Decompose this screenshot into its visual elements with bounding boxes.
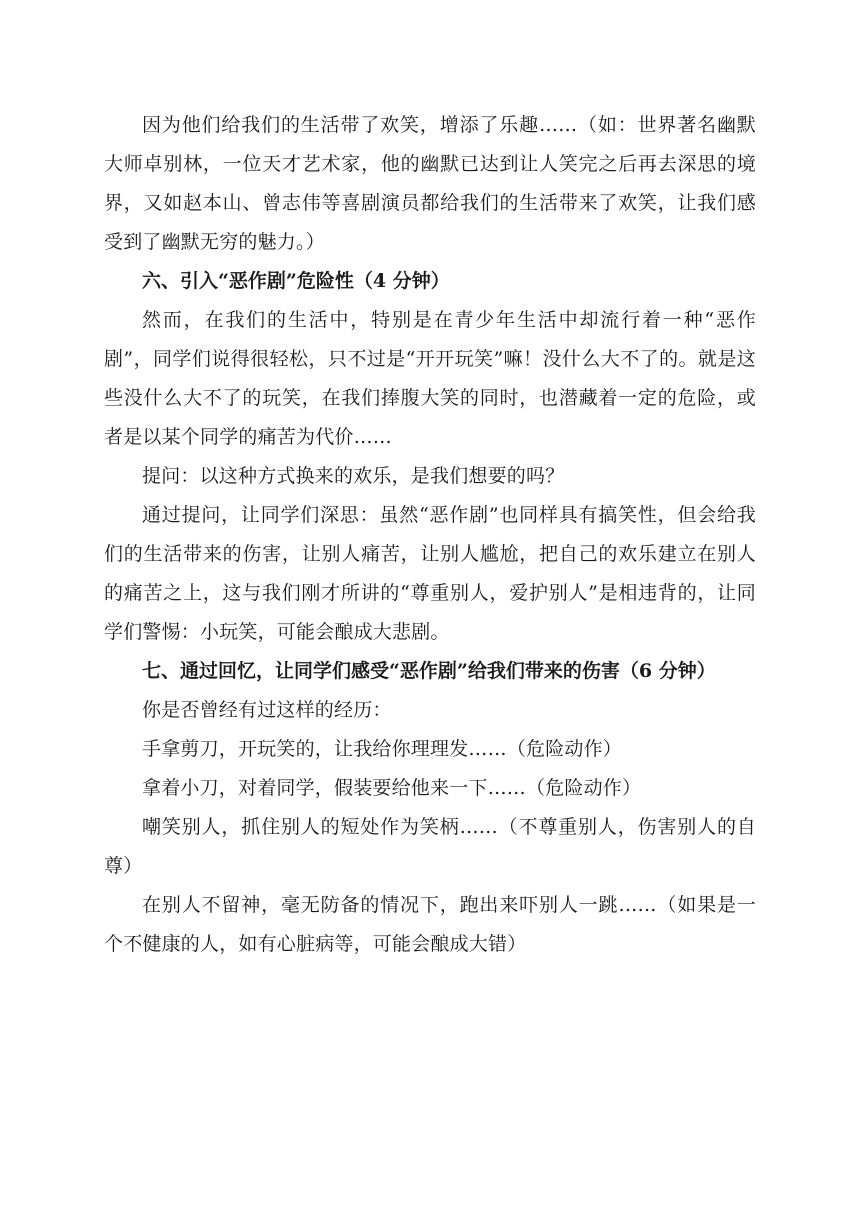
paragraph: 拿着小刀，对着同学，假装要给他来一下……（危险动作） [142,777,642,799]
section-heading: 六、引入“恶作剧”危险性（4 分钟） [142,270,450,292]
document-page [104,106,756,964]
paragraph: 然而，在我们的生活中，特别是在青少年生活中却流行着一种“恶作剧”，同学们说得很轻松，只不过是“开开玩笑”嘛！没什么大不了的。就是这些没什么大不了的玩笑，在我们捧腹大笑的同时，也潜藏着一定的危险，或者是以某个同学的痛苦为代价…… [104,309,756,448]
paragraph: 你是否曾经有过这样的经历： [142,699,392,721]
paragraph: 嘲笑别人，抓住别人的短处作为笑柄……（不尊重别人，伤害别人的自尊） [104,816,756,877]
paragraph: 因为他们给我们的生活带了欢笑，增添了乐趣……（如：世界著名幽默大师卓别林，一位天才艺术家，他的幽默已达到让人笑完之后再去深思的境界，又如赵本山、曾志伟等喜剧演员都给我们的生活带来了欢笑，让我们感受到了幽默无穷的魅力。） [104,114,756,253]
paragraph: 在别人不留神，毫无防备的情况下，跑出来吓别人一跳……（如果是一个不健康的人，如有心脏病等，可能会酿成大错） [104,894,756,955]
paragraph: 通过提问，让同学们深思：虽然“恶作剧”也同样具有搞笑性，但会给我们的生活带来的伤害，让别人痛苦，让别人尴尬，把自己的欢乐建立在别人的痛苦之上，这与我们刚才所讲的“尊重别人，爱护别人”是相违背的，让同学们警惕：小玩笑，可能会酿成大悲剧。 [104,504,756,643]
section-heading: 七、通过回忆，让同学们感受“恶作剧”给我们带来的伤害（6 分钟） [142,660,716,682]
paragraph: 手拿剪刀，开玩笑的，让我给你理理发……（危险动作） [142,738,623,760]
paragraph: 提问：以这种方式换来的欢乐，是我们想要的吗？ [142,465,565,487]
